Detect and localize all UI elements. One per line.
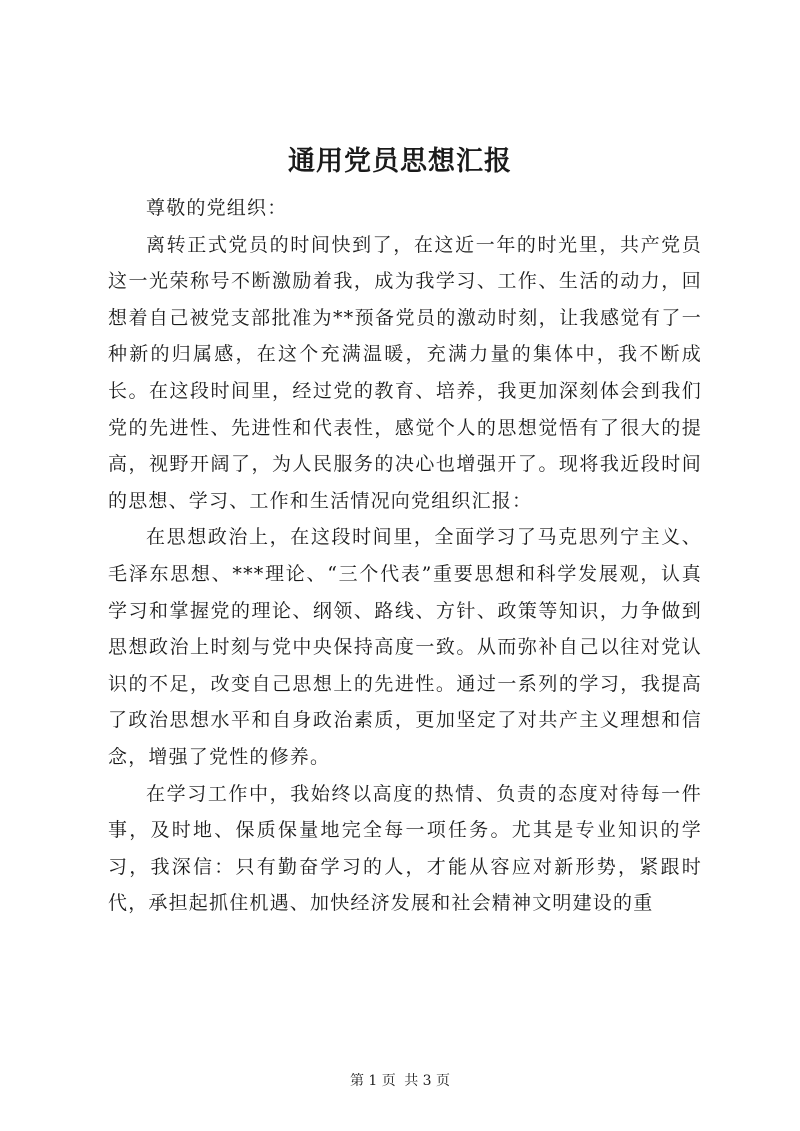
page-number: 第 1 页 (349, 1073, 396, 1089)
paragraph-2: 在思想政治上，在这段时间里，全面学习了马克思列宁主义、毛泽东思想、***理论、“三个代表”重要思想和科学发展观，认真学习和掌握党的理论、纲领、路线、方针、政策等知识，力争做到思想政治上时刻与党中央保持高度一致。从而弥补自己以往对党认识的不足，改变自己思想上的先进性。通过一系列的学习，我提高了政治思想水平和自身政治素质，更加坚定了对共产主义理想和信念，增强了党性的修养。 (108, 526, 702, 768)
document-body (108, 190, 702, 922)
document-title: 通用党员思想汇报 (288, 146, 512, 177)
paragraph-1: 离转正式党员的时间快到了，在这近一年的时光里，共产党员这一光荣称号不断激励着我，成为我学习、工作、生活的动力，回想着自己被党支部批准为**预备党员的激动时刻，让我感觉有了一种新的归属感，在这个充满温暖，充满力量的集体中，我不断成长。在这段时间里，经过党的教育、培养，我更加深刻体会到我们党的先进性、先进性和代表性，感觉个人的思想觉悟有了很大的提高，视野开阔了，为人民服务的决心也增强开了。现将我近段时间的思想、学习、工作和生活情况向党组织汇报： (108, 233, 702, 512)
paragraph-3: 在学习工作中，我始终以高度的热情、负责的态度对待每一件事，及时地、保质保量地完全每一项任务。尤其是专业知识的学习，我深信：只有勤奋学习的人，才能从容应对新形势，紧跟时代，承担起抓住机遇、加快经济发展和社会精神文明建设的重 (108, 782, 702, 915)
page-total: 共 3 页 (404, 1073, 451, 1089)
salutation: 尊敬的党组织： (146, 197, 288, 219)
page-footer (0, 1071, 800, 1091)
